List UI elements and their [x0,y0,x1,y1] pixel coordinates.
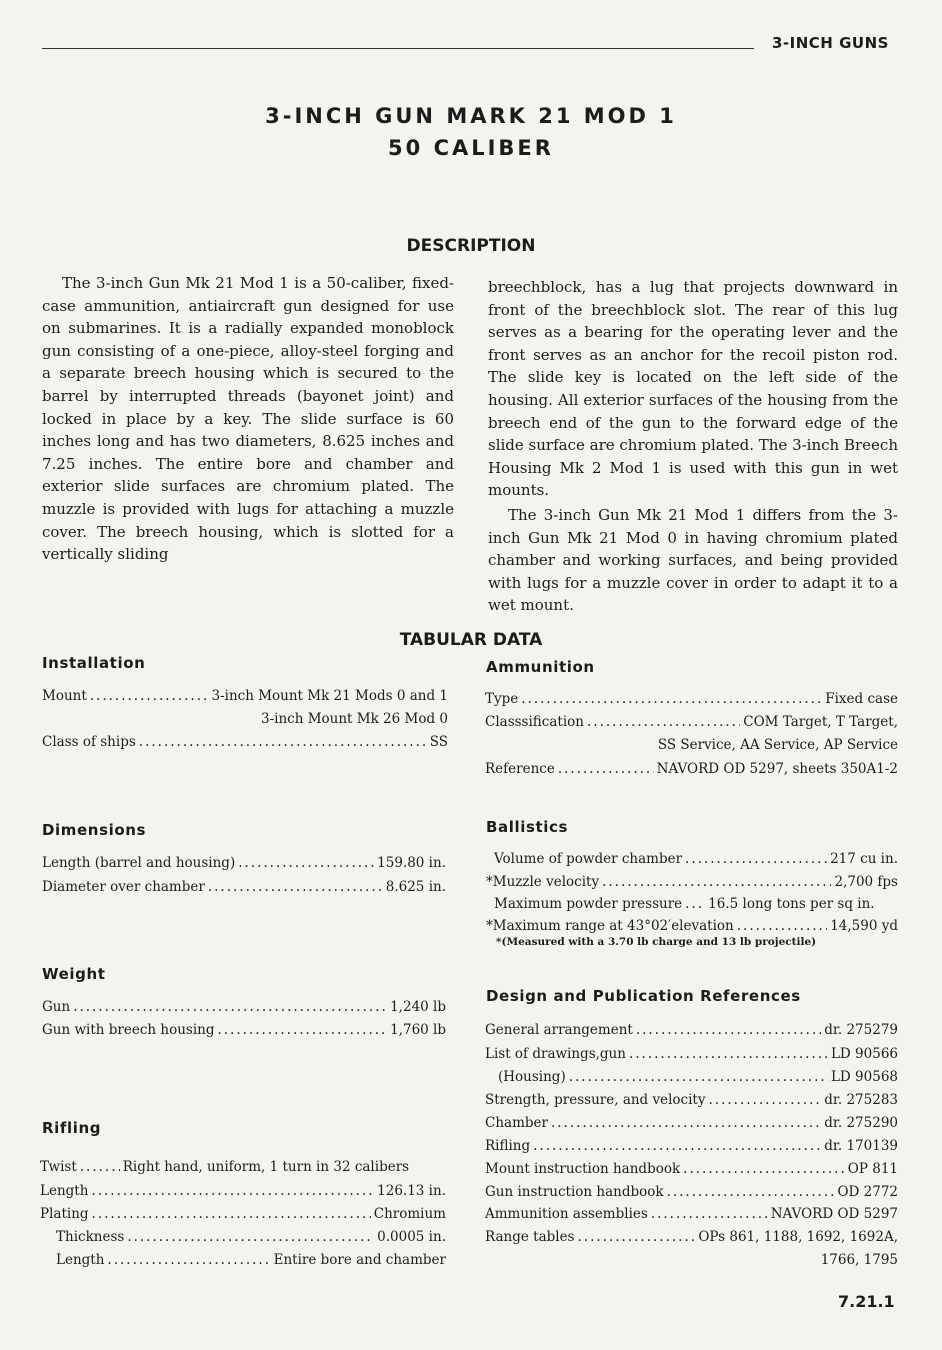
row-label: (Housing) [498,1069,566,1085]
row-label: Reference [485,761,555,777]
row-label: Mount instruction handbook [485,1161,681,1177]
page-number: 7.21.1 [838,1292,895,1311]
row-value: Chromium [373,1206,446,1222]
weight-row [42,1022,446,1038]
row-label: Twist [40,1159,77,1175]
ammunition-reference-row [485,761,898,777]
row-label: *Maximum range at 43°02′elevation [486,918,734,934]
ammunition-class-continuation: SS Service, AA Service, AP Service [657,737,898,753]
rifling-title: Rifling [42,1119,102,1137]
reference-row [485,1115,898,1131]
row-value: OD 2772 [837,1184,898,1200]
description-paragraph: breechblock, has a lug that projects downward in front of the breechblock slot. The rear of this lug serves as a bearing for the operating lever and the front serves as an anchor for the recoil piston rod. The slide key is located on the left side of the housing. All exterior surfaces of the housing from the breech end of the gun to the forward edge of the slide surface are chromium plated. The 3-inch Breech Housing Mk 2 Mod 1 is used with this gun in wet mounts. [488,278,898,500]
row-value: 159.80 in. [377,855,446,871]
row-value: Entire bore and chamber [273,1252,446,1268]
ballistics-footnote: *(Measured with a 3.70 lb charge and 13 lb projectile) [496,936,817,948]
row-label: Mount [42,688,87,704]
row-value: 16.5 long tons per sq in. [708,896,875,912]
page-subtitle: 50 CALIBER [388,136,554,160]
row-label: Thickness [56,1229,125,1245]
row-label: Gun instruction handbook [485,1184,664,1200]
rifling-row [40,1159,446,1175]
description-right-column [488,276,898,617]
row-value: LD 90568 [830,1069,898,1085]
installation-mount-row [42,688,448,704]
installation-mount-continuation: 3-inch Mount Mk 26 Mod 0 [260,711,448,727]
description-paragraph: The 3-inch Gun Mk 21 Mod 1 is a 50-caliber, fixed-case ammunition, antiaircraft gun designed for use on submarines. It is a radially expanded monoblock gun consisting of a one-piece, alloy-steel forging and a separate breech housing which is secured to the barrel by interrupted threads (bayonet joint) and locked in place by a key. The slide surface is 60 inches long and has two diameters, 8.625 inches and 7.25 inches. The entire bore and chamber and exterior slide surfaces are chromium plated. The muzzle is provided with lugs for attaching a muzzle cover. The breech housing, which is slotted for a vertically sliding [42,274,454,564]
row-label: Strength, pressure, and velocity [485,1092,706,1108]
row-label: Plating [40,1206,89,1222]
row-label: Ammunition assemblies [485,1206,648,1222]
row-label: Rifling [485,1138,531,1154]
row-label: Length [40,1183,89,1199]
reference-row [485,1138,898,1154]
row-label: Class of ships [42,734,136,750]
row-label: Range tables [485,1229,575,1245]
reference-row [485,1092,898,1108]
description-heading: DESCRIPTION [406,236,536,256]
row-value: dr. 275283 [824,1092,898,1108]
dimensions-row [42,855,446,871]
row-label: Volume of powder chamber [494,851,683,867]
reference-row [485,1046,898,1062]
range-tables-continuation: 1766, 1795 [820,1252,898,1268]
row-value: dr. 170139 [824,1138,898,1154]
rifling-row [40,1206,446,1222]
description-paragraph: The 3-inch Gun Mk 21 Mod 1 differs from the 3-inch Gun Mk 21 Mod 0 in having chromium plated chamber and working surfaces, and being provided with lugs for a muzzle cover in order to adapt it to a wet mount. [488,505,898,615]
row-value: 8.625 in. [385,879,446,895]
ballistics-row [494,896,898,912]
row-value: OPs 861, 1188, 1692, 1692A, [698,1229,898,1245]
ammunition-title: Ammunition [486,658,595,676]
row-label: Classsification [485,714,584,730]
row-value: 14,590 yd [830,918,898,934]
ballistics-row [486,874,898,890]
dimensions-title: Dimensions [42,821,147,839]
row-value: Right hand, uniform, 1 turn in 32 calibers [122,1159,410,1175]
row-value: 1,240 lb [390,999,446,1015]
reference-row [485,1161,898,1177]
reference-row [485,1229,898,1245]
row-value: 2,700 fps [834,874,898,890]
row-value: 0.0005 in. [377,1229,446,1245]
row-value: Fixed case [825,691,898,707]
description-left-column [42,272,454,566]
ammunition-type-row [485,691,898,707]
ballistics-title: Ballistics [486,818,569,836]
rifling-row [56,1229,446,1245]
row-label: Diameter over chamber [42,879,205,895]
row-label: Length (barrel and housing) [42,855,236,871]
row-value: NAVORD OD 5297 [770,1206,898,1222]
row-value: COM Target, T Target, [743,714,898,730]
weight-row [42,999,446,1015]
dimensions-row [42,879,446,895]
row-label: Gun with breech housing [42,1022,215,1038]
rifling-row [40,1183,446,1199]
row-value: 3-inch Mount Mk 21 Mods 0 and 1 [211,688,448,704]
row-label: Length [56,1252,105,1268]
row-value: 1,760 lb [390,1022,446,1038]
ammunition-class-row [485,714,898,730]
rifling-row [56,1252,446,1268]
reference-row [485,1022,898,1038]
header-rule [42,48,754,49]
row-value: NAVORD OD 5297, sheets 350A1-2 [656,761,898,777]
running-head: 3-INCH GUNS [772,34,889,52]
row-label: Type [485,691,519,707]
ballistics-row [494,851,898,867]
installation-title: Installation [42,654,146,672]
reference-row [485,1184,898,1200]
row-value: SS [429,734,448,750]
page-title: 3-INCH GUN MARK 21 MOD 1 [265,104,677,128]
row-label: Chamber [485,1115,548,1131]
row-value: dr. 275279 [824,1022,898,1038]
row-label: Gun [42,999,71,1015]
row-label: General arrangement [485,1022,633,1038]
row-label: Maximum powder pressure [494,896,683,912]
ballistics-row [486,918,898,934]
row-value: 217 cu in. [830,851,898,867]
reference-row [485,1206,898,1222]
row-value: LD 90566 [830,1046,898,1062]
row-label: *Muzzle velocity [486,874,600,890]
tabular-data-heading: TABULAR DATA [399,630,543,650]
row-value: dr. 275290 [824,1115,898,1131]
row-value: OP 811 [847,1161,898,1177]
weight-title: Weight [42,965,106,983]
row-label: List of drawings,gun [485,1046,626,1062]
installation-class-row [42,734,448,750]
row-value: 126.13 in. [377,1183,446,1199]
reference-row [498,1069,898,1085]
references-title: Design and Publication References [486,987,801,1005]
